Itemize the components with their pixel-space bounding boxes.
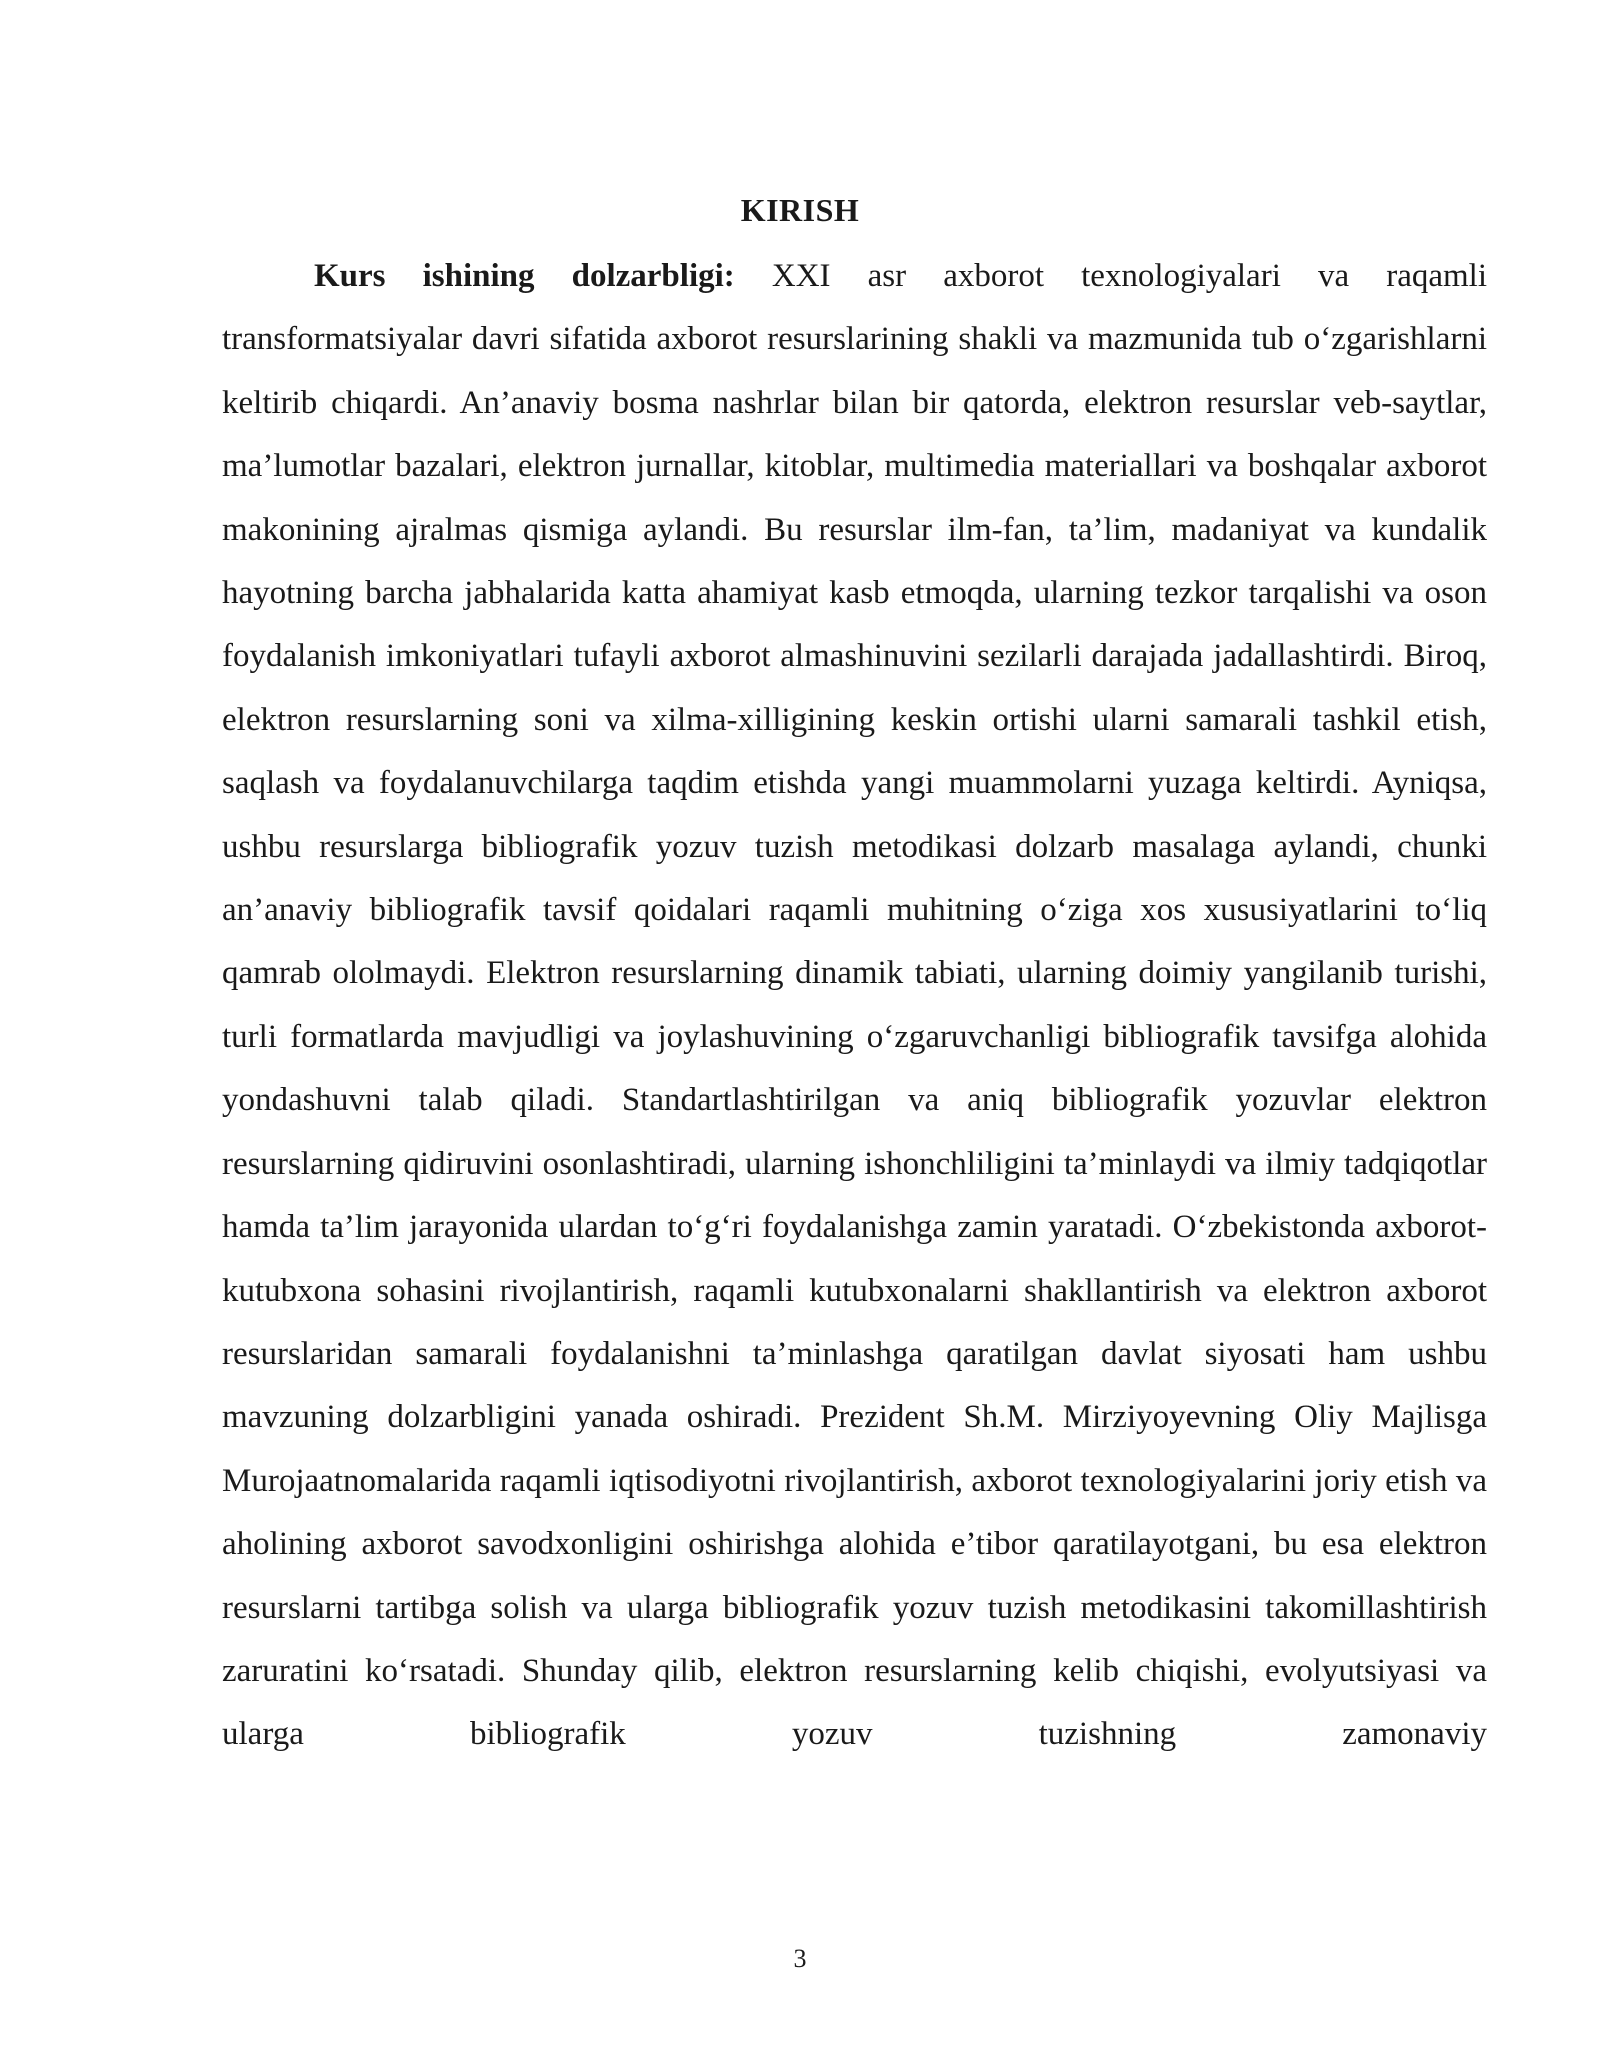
paragraph-text: XXI asr axborot texnologiyalari va raqamli transformatsiyalar davri sifatida axborot resurslarining shakli va mazmunida tub o‘zgarishlarni keltirib chiqardi. An’anaviy bosma nashrlar bilan bir qatorda, elektron resurslar veb-saytlar, ma’lumotlar bazalari, elektron jurnallar, kitoblar, multimedia materiallari va boshqalar axborot makonining ajralmas qismiga aylandi. Bu resurslar ilm-fan, ta’lim, madaniyat va kundalik hayotning barcha jabhalarida katta ahamiyat kasb etmoqda, ularning tezkor tarqalishi va oson foydalanish imkoniyatlari tufayli axborot almashinuvini sezilarli darajada jadallashtirdi. Biroq, elektron resurslarning soni va xilma-xilligining keskin ortishi ularni samarali tashkil etish, saqlash va foydalanuvchilarga taqdim etishda yangi muammolarni yuzaga keltirdi. Ayniqsa, ushbu resurslarga bibliografik yozuv tuzish metodikasi dolzarb masalaga aylandi, chunki an’anaviy bibliografik tavsif qoidalari raqamli muhitning o‘ziga xos xususiyatlarini to‘liq qamrab ololmaydi. Elektron resurslarning dinamik tabiati, ularning doimiy yangilanib turishi, turli formatlarda mavjudligi va joylashuvining o‘zgaruvchanligi bibliografik tavsifga alohida yondashuvni talab qiladi. Standartlashtirilgan va aniq bibliografik yozuvlar elektron resurslarning qidiruvini osonlashtiradi, ularning ishonchliligini ta’minlaydi va ilmiy tadqiqotlar hamda ta’lim jarayonida ulardan to‘g‘ri foydalanishga zamin yaratadi. O‘zbekistonda axborot-kutubxona sohasini rivojlantirish, raqamli kutubxonalarni shakllantirish va elektron axborot resurslaridan samarali foydalanishni ta’minlashga qaratilgan davlat siyosati ham ushbu mavzuning dolzarbligini yanada oshiradi. Prezident Sh.M. Mirziyoyevning Oliy Majlisga Murojaatnomalarida raqamli iqtisodiyotni rivojlantirish, axborot texnologiyalarini joriy etish va aholining axborot savodxonligini oshirishga alohida e’tibor qaratilayotgani, bu esa elektron resurslarni tartibga solish va ularga bibliografik yozuv tuzish metodikasini takomillashtirish zaruratini ko‘rsatadi. Shunday qilib, elektron resurslarning kelib chiqishi, evolyutsiyasi va ularga bibliografik yozuv tuzishning zamonaviy: [222, 258, 1487, 1753]
body-paragraph: [222, 245, 1487, 1767]
page-number: 3: [793, 1944, 807, 1973]
paragraph-lead: Kurs ishining dolzarbligi:: [314, 258, 735, 294]
section-heading: KIRISH: [740, 192, 860, 228]
